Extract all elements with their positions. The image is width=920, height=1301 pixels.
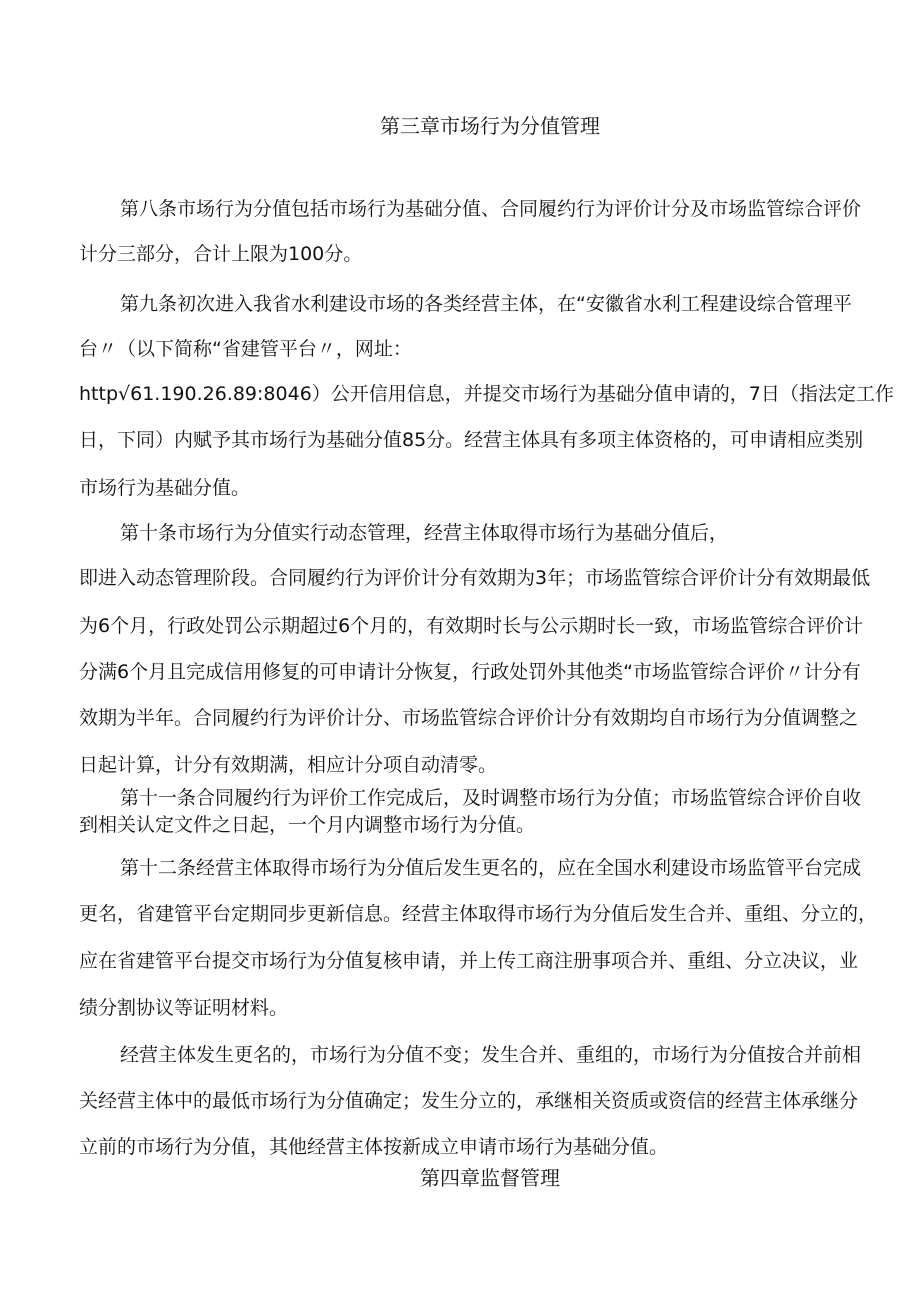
article-10-line-1: 第十条市场行为分值实行动态管理，经营主体取得市场行为基础分值后， [120, 522, 729, 544]
article-10-line-2: 即进入动态管理阶段。合同履约行为评价计分有效期为3年；市场监管综合评价计分有效期最低 [79, 567, 871, 589]
article-9-line-4: 日，下同）内赋予其市场行为基础分值85分。经营主体具有多项主体资格的，可申请相应类别 [79, 429, 864, 451]
article-8-line-1: 第八条市场行为分值包括市场行为基础分值、合同履约行为评价计分及市场监管综合评价 [120, 198, 862, 220]
chapter-4-title: 第四章监督管理 [420, 1166, 560, 1190]
article-9-line-5: 市场行为基础分值。 [79, 477, 251, 499]
rename-paragraph-line-3: 立前的市场行为分值，其他经营主体按新成立申请市场行为基础分值。 [79, 1136, 669, 1158]
article-9-line-2: 台〃（以下简称“省建管平台〃，网址： [79, 338, 412, 360]
article-12-line-4: 绩分割协议等证明材料。 [79, 997, 289, 1019]
article-11-line-1: 第十一条合同履约行为评价工作完成后，及时调整市场行为分值；市场监管综合评价自收 [120, 787, 862, 809]
article-10-line-4: 分满6个月且完成信用修复的可申请计分恢复，行政处罚外其他类“市场监管综合评价〃计分有 [79, 661, 861, 683]
article-10-line-5: 效期为半年。合同履约行为评价计分、市场监管综合评价计分有效期均自市场行为分值调整之 [79, 707, 859, 729]
article-10-line-6: 日起计算，计分有效期满，相应计分项自动清零。 [79, 754, 498, 776]
article-12-line-1: 第十二条经营主体取得市场行为分值后发生更名的，应在全国水利建设市场监管平台完成 [120, 857, 862, 879]
article-8-line-2: 计分三部分，合计上限为100分。 [79, 243, 363, 265]
article-10-line-3: 为6个月，行政处罚公示期超过6个月的，有效期时长与公示期时长一致，市场监管综合评价计 [79, 615, 864, 637]
chapter-3-title: 第三章市场行为分值管理 [380, 114, 600, 138]
article-9-line-1: 第九条初次进入我省水利建设市场的各类经营主体，在“安徽省水利工程建设综合管理平 [120, 293, 852, 315]
article-11-line-2: 到相关认定文件之日起，一个月内调整市场行为分值。 [79, 814, 536, 836]
article-12-line-3: 应在省建管平台提交市场行为分值复核申请，并上传工商注册事项合并、重组、分立决议，业 [79, 950, 859, 972]
article-9-line-3: http√61.190.26.89:8046）公开信用信息，并提交市场行为基础分值申请的，7日（指法定工作 [79, 383, 894, 405]
rename-paragraph-line-2: 关经营主体中的最低市场行为分值确定；发生分立的，承继相关资质或资信的经营主体承继分 [79, 1090, 859, 1112]
rename-paragraph-line-1: 经营主体发生更名的，市场行为分值不变；发生合并、重组的，市场行为分值按合并前相 [120, 1044, 862, 1066]
article-12-line-2: 更名，省建管平台定期同步更新信息。经营主体取得市场行为分值后发生合并、重组、分立的， [79, 903, 878, 925]
